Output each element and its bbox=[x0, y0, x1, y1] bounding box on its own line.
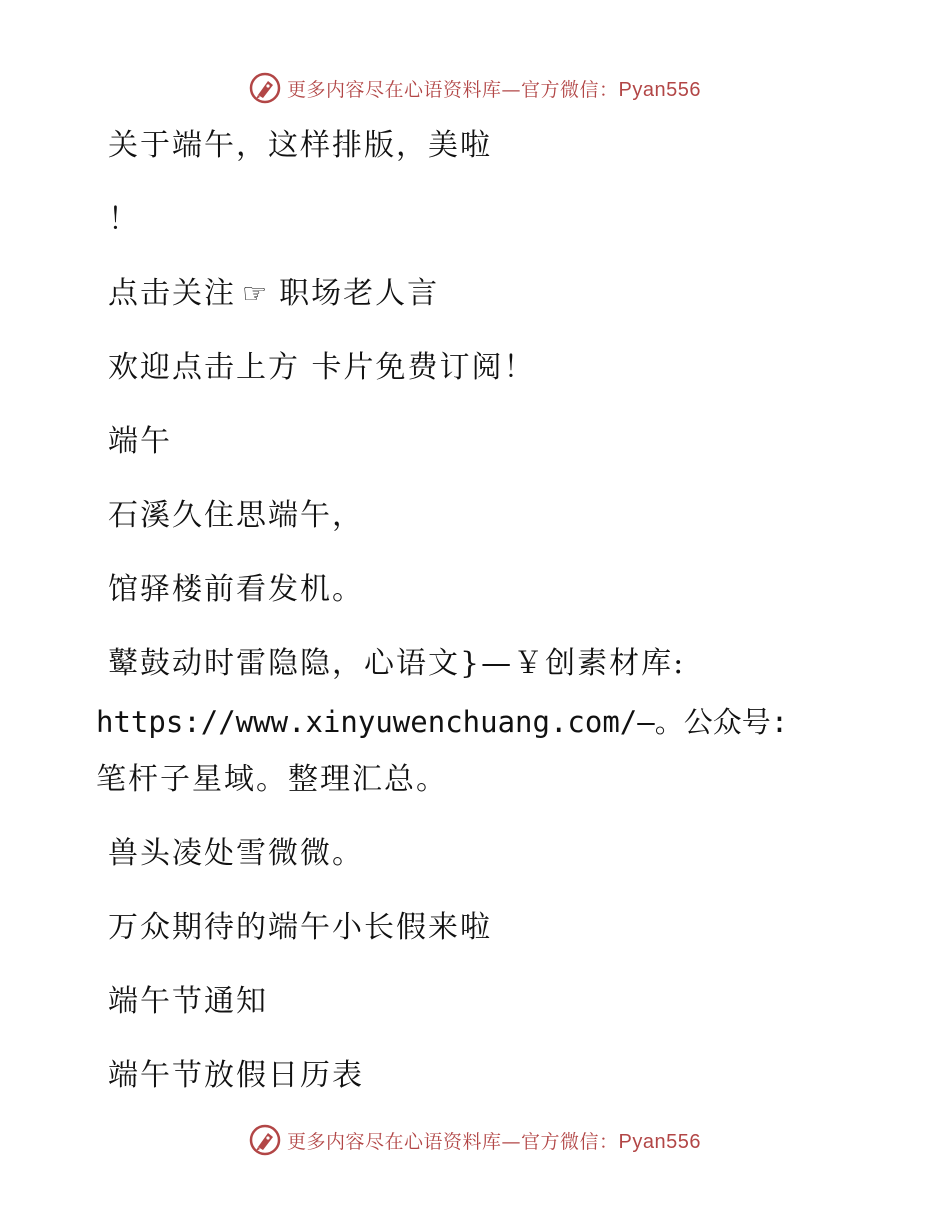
text-line-duanwu: 端午 bbox=[108, 424, 172, 459]
text-line-exclaim: ！ bbox=[108, 202, 140, 237]
text-line-source: 笔杆子星域。整理汇总。 bbox=[96, 762, 448, 797]
footer-banner-text bbox=[287, 1127, 701, 1154]
text-line-poem-3: 鼙鼓动时雷隐隐，心语文}—￥创素材库: bbox=[108, 646, 686, 681]
text-line-poem-4: 兽头凌处雪微微。 bbox=[108, 836, 364, 871]
text-line-poem-2: 馆驿楼前看发机。 bbox=[108, 572, 364, 607]
footer-banner bbox=[0, 1120, 950, 1160]
footer-banner-label: 更多内容尽在心语资料库—官方微信： bbox=[287, 1130, 619, 1153]
header-banner-text bbox=[287, 75, 701, 102]
text-line-url: https://www.xinyuwenchuang.com/—。公众号: bbox=[96, 705, 789, 739]
footer-wechat-id: Pyan556 bbox=[618, 1130, 701, 1153]
pointing-hand-icon: ☞ bbox=[242, 277, 270, 310]
fountain-pen-logo-icon bbox=[249, 72, 281, 104]
text-line-follow bbox=[108, 276, 439, 312]
text-line-notice: 端午节通知 bbox=[108, 984, 268, 1019]
text-line-title: 关于端午，这样排版，美啦 bbox=[108, 128, 492, 163]
header-banner bbox=[0, 68, 950, 108]
text-line-poem-1: 石溪久住思端午， bbox=[108, 498, 364, 533]
follow-label: 点击关注 bbox=[108, 276, 236, 311]
header-banner-label: 更多内容尽在心语资料库—官方微信： bbox=[287, 78, 619, 101]
text-line-subscribe: 欢迎点击上方 卡片免费订阅！ bbox=[108, 350, 536, 385]
text-line-holiday: 万众期待的端午小长假来啦 bbox=[108, 910, 492, 945]
account-name: 职场老人言 bbox=[279, 276, 440, 311]
header-wechat-id: Pyan556 bbox=[618, 78, 701, 101]
fountain-pen-logo-icon bbox=[249, 1124, 281, 1156]
text-line-calendar: 端午节放假日历表 bbox=[108, 1058, 364, 1093]
